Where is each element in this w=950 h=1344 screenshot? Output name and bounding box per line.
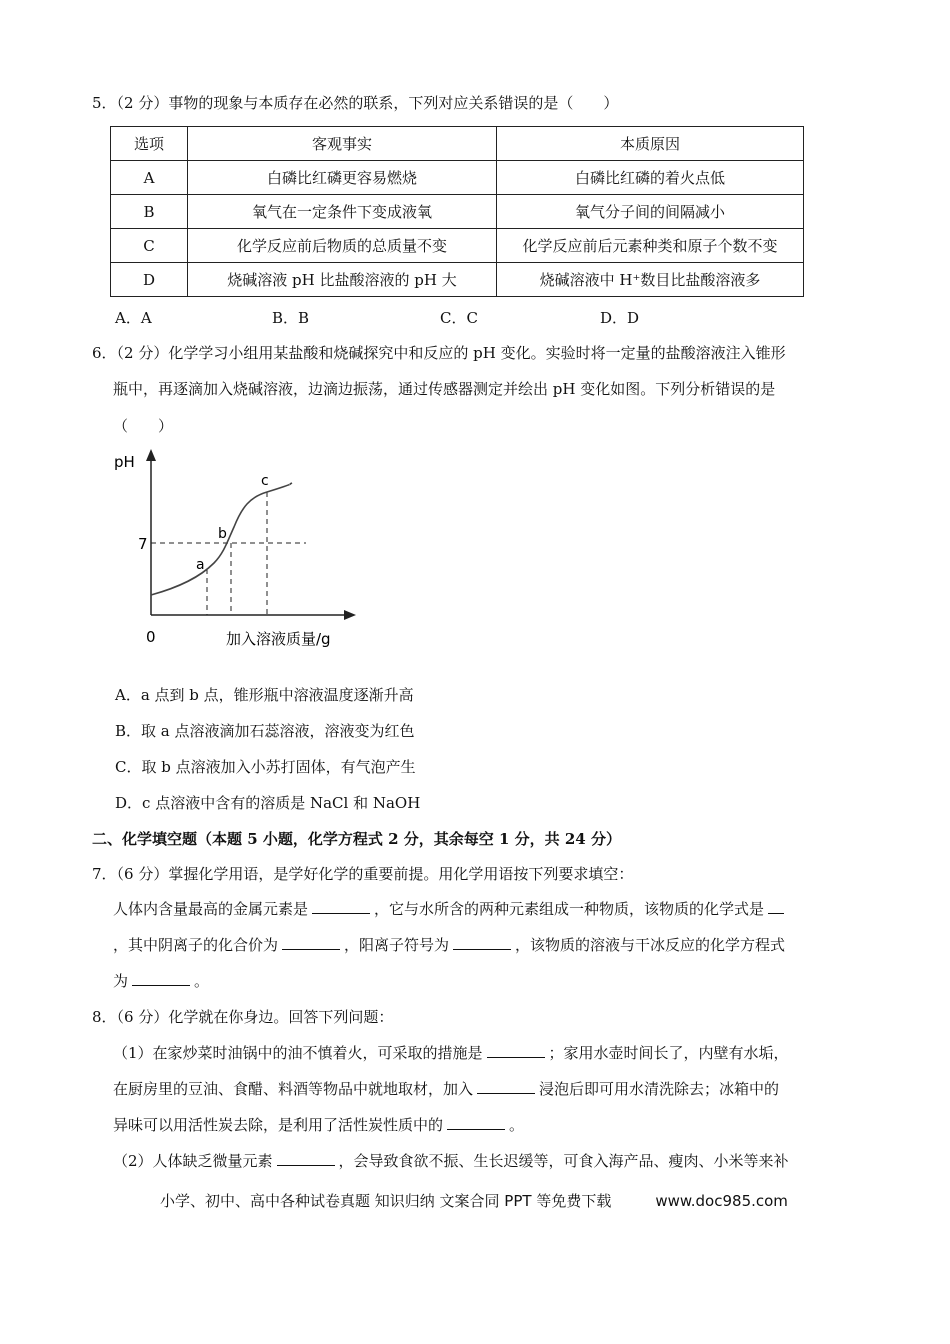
origin-label: 0 xyxy=(146,628,156,646)
q8-line4 xyxy=(113,1150,789,1172)
q5-table xyxy=(110,126,804,297)
y-axis-arrow xyxy=(146,449,156,461)
answer-blank[interactable] xyxy=(277,1151,335,1166)
q7-line2 xyxy=(113,934,785,956)
point-c-label: c xyxy=(261,473,269,489)
q6-stem-line3: （ ） xyxy=(113,417,174,435)
table-row xyxy=(111,263,804,297)
q7-line1 xyxy=(113,898,788,920)
table-cell: 化学反应前后物质的总质量不变 xyxy=(188,229,497,263)
q8-text: ，会导致食欲不振、生长迟缓等，可食入海产品、瘦肉、小米等来补 xyxy=(338,1152,789,1170)
q6-option-d: D．c 点溶液中含有的溶质是 NaCl 和 NaOH xyxy=(115,794,421,812)
answer-blank[interactable] xyxy=(453,935,511,950)
q7-text: ，它与水所含的两种元素组成一种物质，该物质的化学式是 xyxy=(374,900,765,918)
q7-text: 人体内含量最高的金属元素是 xyxy=(113,900,309,918)
q8-line1 xyxy=(113,1042,789,1064)
q7-stem: 7．（6 分）掌握化学用语，是学好化学的重要前提。用化学用语按下列要求填空： xyxy=(92,865,634,883)
q8-text: 在厨房里的豆油、食醋、料酒等物品中就地取材，加入 xyxy=(113,1080,474,1098)
q5-option-b: B．B xyxy=(272,309,310,327)
table-cell: C xyxy=(111,229,188,263)
q5-option-a: A．A xyxy=(115,309,152,327)
q8-text: （1）在家炒菜时油锅中的油不慎着火，可采取的措施是 xyxy=(113,1044,483,1062)
answer-blank[interactable] xyxy=(768,899,784,914)
footer-url[interactable]: www.doc985.com xyxy=(655,1192,788,1210)
answer-blank[interactable] xyxy=(487,1043,545,1058)
table-cell: 烧碱溶液 pH 比盐酸溶液的 pH 大 xyxy=(188,263,497,297)
page-footer xyxy=(160,1190,788,1212)
x-axis-arrow xyxy=(344,610,356,620)
point-a-label: a xyxy=(196,557,205,573)
q7-text: ，阳离子符号为 xyxy=(344,936,450,954)
q6-stem-line1: 6．（2 分）化学学习小组用某盐酸和烧碱探究中和反应的 pH 变化。实验时将一定量的盐酸溶液注入锥形 xyxy=(92,344,786,362)
table-cell: A xyxy=(111,161,188,195)
q8-line3 xyxy=(113,1114,524,1136)
q8-stem: 8．（6 分）化学就在你身边。回答下列问题： xyxy=(92,1008,394,1026)
q6-option-c: C．取 b 点溶液加入小苏打固体，有气泡产生 xyxy=(115,758,416,776)
q8-text: 异味可以用活性炭去除，是利用了活性炭性质中的 xyxy=(113,1116,444,1134)
q7-text: ，该物质的溶液与干冰反应的化学方程式 xyxy=(515,936,786,954)
table-header-cell: 本质原因 xyxy=(497,127,804,161)
q6-option-b: B．取 a 点溶液滴加石蕊溶液，溶液变为红色 xyxy=(115,722,415,740)
answer-blank[interactable] xyxy=(312,899,370,914)
x-axis-label: 加入溶液质量/g xyxy=(226,630,331,648)
answer-blank[interactable] xyxy=(282,935,340,950)
table-row xyxy=(111,161,804,195)
ph-curve-figure xyxy=(110,445,370,655)
table-cell: 氧气在一定条件下变成液氧 xyxy=(188,195,497,229)
table-cell: 白磷比红磷的着火点低 xyxy=(497,161,804,195)
table-row xyxy=(111,195,804,229)
ref-label-7: 7 xyxy=(138,535,148,553)
q6-stem-line2: 瓶中，再逐滴加入烧碱溶液，边滴边振荡，通过传感器测定并绘出 pH 变化如图。下列分析错误的是 xyxy=(113,380,776,398)
table-cell: B xyxy=(111,195,188,229)
table-cell: 烧碱溶液中 H⁺数目比盐酸溶液多 xyxy=(497,263,804,297)
q8-text: （2）人体缺乏微量元素 xyxy=(113,1152,273,1170)
table-row xyxy=(111,229,804,263)
q8-line2 xyxy=(113,1078,779,1100)
q8-text: 。 xyxy=(509,1116,525,1134)
q7-text: 。 xyxy=(194,972,210,990)
table-cell: D xyxy=(111,263,188,297)
table-cell: 化学反应前后元素种类和原子个数不变 xyxy=(497,229,804,263)
table-cell: 白磷比红磷更容易燃烧 xyxy=(188,161,497,195)
answer-blank[interactable] xyxy=(477,1079,535,1094)
q7-text: ，其中阴离子的化合价为 xyxy=(113,936,279,954)
footer-text: 小学、初中、高中各种试卷真题 知识归纳 文案合同 PPT 等免费下载 xyxy=(160,1192,612,1210)
answer-blank[interactable] xyxy=(447,1115,505,1130)
table-cell: 氧气分子间的间隔减小 xyxy=(497,195,804,229)
q6-option-a: A．a 点到 b 点，锥形瓶中溶液温度逐渐升高 xyxy=(115,686,414,704)
section2-title: 二、化学填空题（本题 5 小题，化学方程式 2 分，其余每空 1 分，共 24 分） xyxy=(92,830,621,848)
table-header-cell: 选项 xyxy=(111,127,188,161)
q5-option-c: C．C xyxy=(440,309,478,327)
table-header-row xyxy=(111,127,804,161)
q8-text: 浸泡后即可用水清洗除去；冰箱中的 xyxy=(539,1080,780,1098)
table-header-cell: 客观事实 xyxy=(188,127,497,161)
point-b-label: b xyxy=(218,526,227,542)
answer-blank[interactable] xyxy=(132,971,190,986)
y-axis-label: pH xyxy=(114,453,135,471)
q7-line3 xyxy=(113,970,209,992)
q5-option-d: D．D xyxy=(600,309,640,327)
q5-stem: 5．（2 分）事物的现象与本质存在必然的联系，下列对应关系错误的是（ ） xyxy=(92,94,619,112)
q8-text: ；家用水壶时间长了，内壁有水垢， xyxy=(548,1044,789,1062)
q7-text: 为 xyxy=(113,972,129,990)
